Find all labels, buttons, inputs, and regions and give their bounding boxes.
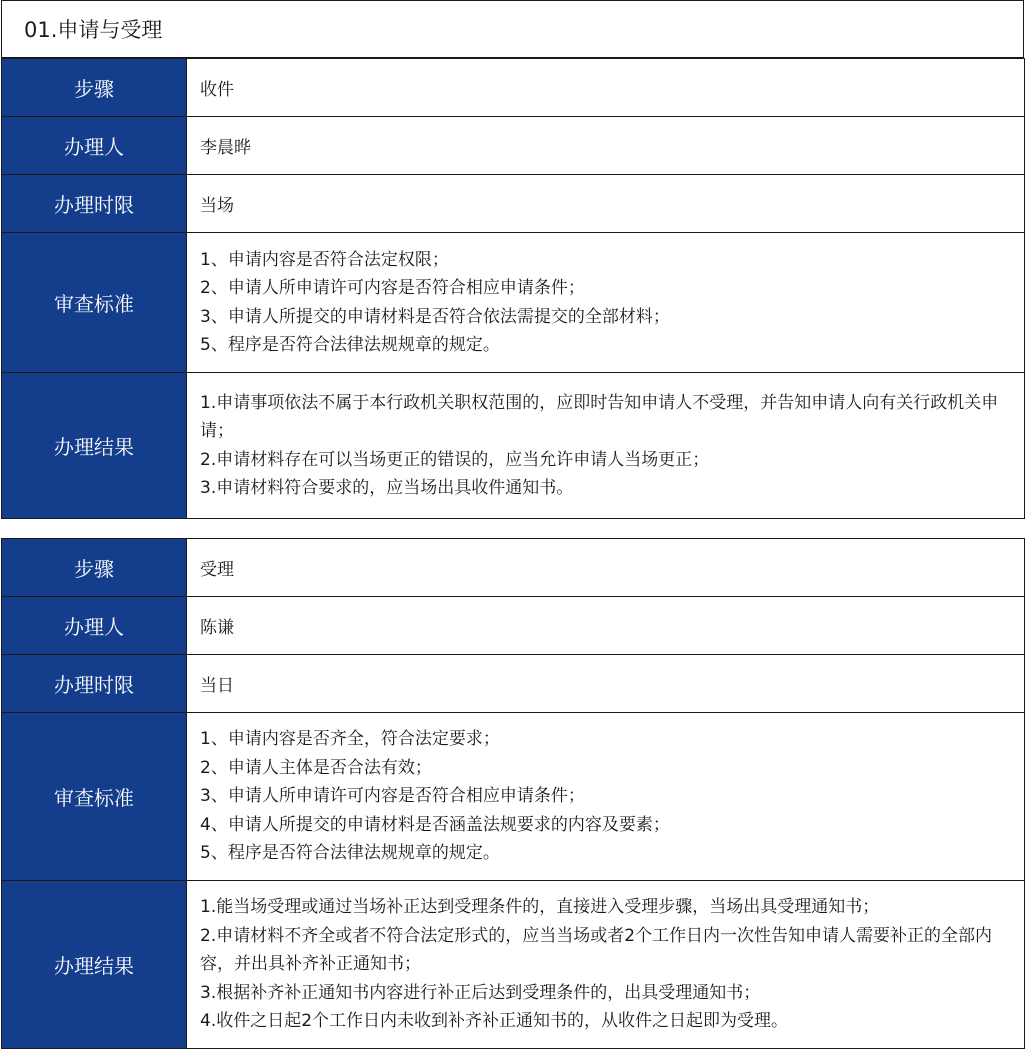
- step-table-receive: [1, 58, 1025, 519]
- criteria-item: 4、申请人所提交的申请材料是否涵盖法规要求的内容及要素；: [200, 814, 670, 835]
- time-limit-value: 当场: [187, 175, 1025, 233]
- time-limit-value: 当日: [187, 655, 1025, 713]
- criteria-item: 2、申请人所申请许可内容是否符合相应申请条件；: [200, 278, 585, 298]
- result-item: 3.根据补齐补正通知书内容进行补正后达到受理条件的，出具受理通知书；: [200, 982, 761, 1003]
- result-list: [187, 373, 1025, 519]
- step-label: 步骤: [2, 539, 187, 597]
- criteria-list: [187, 233, 1025, 373]
- row-criteria: [2, 713, 1025, 881]
- handler-label: 办理人: [2, 117, 187, 175]
- result-item: 1.能当场受理或通过当场补正达到受理条件的，直接进入受理步骤，当场出具受理通知书；: [200, 897, 880, 918]
- criteria-item: 3、申请人所申请许可内容是否符合相应申请条件；: [200, 786, 585, 807]
- step-label: 步骤: [2, 59, 187, 117]
- criteria-list: [187, 713, 1025, 881]
- criteria-label: 审查标准: [2, 233, 187, 373]
- handler-value: 李晨晔: [187, 117, 1025, 175]
- row-handler: [2, 117, 1025, 175]
- criteria-item: 5、程序是否符合法律法规规章的规定。: [200, 335, 500, 355]
- row-step: [2, 59, 1025, 117]
- result-item: 2.申请材料存在可以当场更正的错误的，应当允许申请人当场更正；: [200, 449, 710, 470]
- criteria-item: 2、申请人主体是否合法有效；: [200, 757, 432, 778]
- handler-value: 陈谦: [187, 597, 1025, 655]
- result-item: 4.收件之日起2个工作日内未收到补齐补正通知书的，从收件之日起即为受理。: [200, 1011, 789, 1032]
- handler-label: 办理人: [2, 597, 187, 655]
- criteria-item: 1、申请内容是否符合法定权限；: [200, 249, 449, 270]
- step-value: 受理: [187, 539, 1025, 597]
- row-time-limit: [2, 175, 1025, 233]
- section-title: 01.申请与受理: [1, 0, 1024, 58]
- row-criteria: [2, 233, 1025, 373]
- result-item: 2.申请材料不齐全或者不符合法定形式的，应当当场或者2个工作日内一次性告知申请人需要补正的全部内容，并出具补齐补正通知书；: [200, 925, 993, 975]
- result-list: [187, 881, 1025, 1049]
- time-limit-label: 办理时限: [2, 175, 187, 233]
- row-handler: [2, 597, 1025, 655]
- row-result: [2, 881, 1025, 1049]
- step-table-accept: [1, 538, 1025, 1049]
- criteria-item: 5、程序是否符合法律法规规章的规定。: [200, 843, 500, 864]
- step-value: 收件: [187, 59, 1025, 117]
- criteria-item: 3、申请人所提交的申请材料是否符合依法需提交的全部材料；: [200, 306, 670, 327]
- result-item: 1.申请事项依法不属于本行政机关职权范围的，应即时告知申请人不受理，并告知申请人向有关行政机关申请；: [200, 392, 999, 441]
- criteria-item: 1、申请内容是否齐全，符合法定要求；: [200, 729, 500, 750]
- row-result: [2, 373, 1025, 519]
- result-label: 办理结果: [2, 881, 187, 1049]
- row-step: [2, 539, 1025, 597]
- result-label: 办理结果: [2, 373, 187, 519]
- row-time-limit: [2, 655, 1025, 713]
- time-limit-label: 办理时限: [2, 655, 187, 713]
- criteria-label: 审查标准: [2, 713, 187, 881]
- result-item: 3.申请材料符合要求的，应当场出具收件通知书。: [200, 478, 574, 498]
